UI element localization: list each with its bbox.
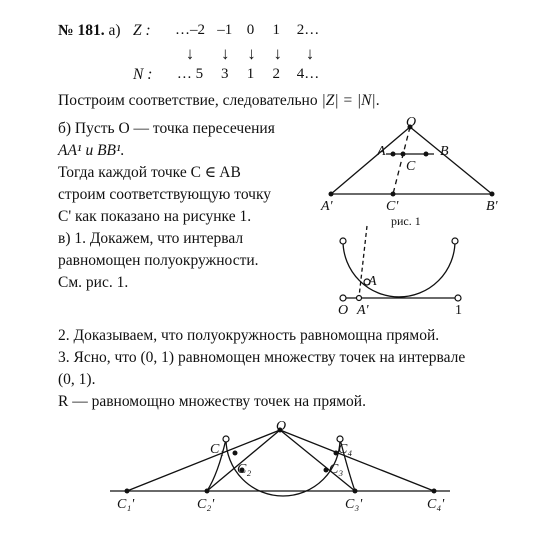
z-label: Z : (133, 22, 151, 39)
point-c (401, 152, 406, 157)
point-c2p (205, 489, 210, 494)
z-value: …–2 (175, 22, 205, 38)
point-b (424, 152, 429, 157)
semicircle (343, 241, 455, 297)
n-value: … 5 (176, 66, 204, 82)
figure-caption: рис. 1 (391, 214, 421, 228)
n-label: N : (133, 66, 153, 83)
part-a-label: а) (108, 22, 121, 39)
text-line: Тогда каждой точке C ∈ AB (58, 164, 241, 181)
cardinality-formula: |Z| = |N| (321, 92, 376, 109)
label-c1: C' (386, 199, 399, 214)
label-c: C (406, 159, 416, 174)
open-endpoint-left (340, 238, 346, 244)
point-a (391, 152, 396, 157)
label-c2p: C₂' (197, 497, 215, 512)
point-c1p (125, 489, 130, 494)
ray-c1p (127, 430, 280, 491)
point-c1 (391, 192, 396, 197)
n-value: 3 (221, 66, 229, 82)
point-a1 (329, 192, 334, 197)
z-value: 0 (246, 22, 255, 38)
label-b1: B' (486, 199, 498, 214)
label-c3p: C₃' (345, 497, 363, 512)
point-b1 (490, 192, 495, 197)
figure-2 (343, 226, 458, 298)
label-a1-fig2: A' (357, 303, 369, 318)
point-a1-on-line (357, 296, 362, 301)
text-line: 3. Ясно, что (0, 1) равномощен множеству точек на интервале (58, 349, 466, 366)
point-c3-fig3 (324, 468, 329, 473)
open-endpoint-o (340, 295, 346, 301)
label-a-fig2: A (368, 274, 377, 289)
label-c3-fig3: C₃ (329, 462, 344, 477)
text-line: C' как показано на рисунке 1. (58, 208, 252, 225)
label-o-fig3: O (276, 419, 287, 434)
label-o-fig2: O (338, 303, 349, 318)
open-endpoint-1 (455, 295, 461, 301)
line-b1-o (410, 127, 492, 194)
point-c3p (353, 489, 358, 494)
z-value: 2… (296, 22, 320, 38)
label-a: A (377, 144, 386, 159)
down-arrow-icon: ↓ (185, 44, 195, 63)
label-c1p: C₁' (117, 497, 135, 512)
z-value: 1 (272, 22, 280, 38)
n-value: 2 (272, 66, 280, 82)
open-endpoint-right (452, 238, 458, 244)
text-line: 2. Доказываем, что полуокружность равномощна прямой. (58, 327, 440, 344)
down-arrow-icon: ↓ (221, 44, 230, 63)
ray-c3p (280, 430, 355, 491)
label-1-fig2: 1 (455, 303, 462, 318)
label-c2-fig3: C₂ (237, 462, 252, 477)
n-value: 4… (296, 66, 320, 82)
text-line: (0, 1). (58, 371, 96, 388)
label-b: B (440, 144, 449, 159)
label-a1: A' (321, 199, 333, 214)
label-c4p: C₄' (427, 497, 445, 512)
text-line: б) Пусть O — точка пересечения (58, 120, 275, 137)
point-c1-fig3 (233, 451, 238, 456)
down-arrow-icon: ↓ (273, 44, 282, 63)
down-arrow-icon: ↓ (305, 44, 315, 63)
text-line: в) 1. Докажем, что интервал (58, 230, 244, 247)
line-a1-o (331, 127, 410, 194)
conclusion-end: . (375, 92, 380, 109)
figure-3 (110, 430, 450, 496)
label-c4-fig3: C₄ (338, 442, 353, 457)
z-value: –1 (217, 22, 233, 38)
label-c1-fig3: C₁ (210, 442, 225, 457)
text-line: См. рис. 1. (58, 274, 129, 291)
text-line: AA¹ и BB¹. (58, 142, 125, 159)
n-value: 1 (246, 66, 255, 82)
text-line: равномощен полуокружности. (58, 252, 259, 269)
text-line: R — равномощно множеству точек на прямой. (58, 393, 366, 410)
point-c4p (432, 489, 437, 494)
label-o: O (406, 115, 417, 130)
down-arrow-icon: ↓ (247, 44, 256, 63)
problem-number: № 181. (58, 22, 105, 39)
conclusion-text: Построим соответствие, следовательно (58, 92, 322, 109)
ray-c4p (280, 430, 434, 491)
text-line: строим соответствующую точку (58, 186, 272, 203)
